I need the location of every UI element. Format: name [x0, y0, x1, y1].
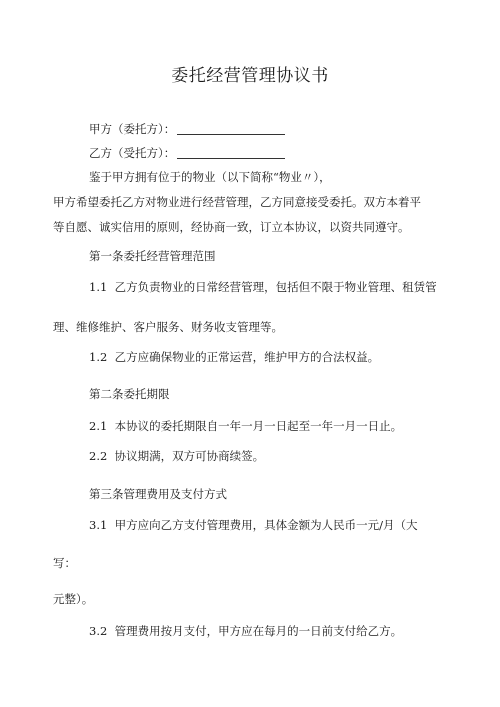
clause-number: 3.2	[89, 624, 108, 638]
clause-number: 2.1	[89, 419, 108, 433]
party-a-blank	[177, 122, 285, 135]
party-b-blank	[177, 146, 285, 159]
party-a-label: 甲方（委托方）：	[89, 122, 176, 136]
clause-number: 2.2	[89, 449, 108, 463]
clause-3-1-continued: 写：	[53, 556, 76, 570]
intro-line-3: 等自愿、诚实信用的原则，经协商一致，订立本协议，以资共同遵守。	[53, 220, 410, 234]
clause-number: 1.1	[89, 280, 108, 294]
clause-1-1-continued: 理、维修维护、客户服务、财务收支管理等。	[53, 320, 283, 334]
intro-line-2: 甲方希望委托乙方对物业进行经营管理，乙方同意接受委托。双方本着平	[53, 195, 421, 209]
clause-2-1	[89, 419, 402, 433]
clause-number: 1.2	[89, 350, 108, 364]
clause-text: 协议期满，双方可协商续签。	[114, 449, 265, 463]
clause-text: 管理费用按月支付，甲方应在每月的一日前支付给乙方。	[114, 624, 403, 638]
article-2-heading: 第二条委托期限	[89, 387, 170, 401]
clause-text: 乙方负责物业的日常经营管理，包括但不限于物业管理、租赁管	[114, 280, 437, 294]
party-b-line	[89, 146, 285, 160]
article-3-heading: 第三条管理费用及支付方式	[89, 487, 227, 501]
party-a-line	[89, 122, 285, 136]
clause-3-2	[89, 624, 402, 638]
clause-3-1	[89, 518, 417, 532]
clause-text: 乙方应确保物业的正常运营，维护甲方的合法权益。	[114, 350, 380, 364]
clause-3-1-end: 元整）。	[53, 592, 94, 606]
clause-text: 本协议的委托期限自一年一月一日起至一年一月一日止。	[114, 419, 403, 433]
article-1-heading: 第一条委托经营管理范围	[89, 249, 216, 263]
clause-1-2	[89, 350, 379, 364]
clause-text: 甲方应向乙方支付管理费用，具体金额为人民币一元/月（大	[114, 518, 418, 532]
clause-number: 3.1	[89, 518, 108, 532]
clause-2-2	[89, 449, 264, 463]
document-title: 委托经营管理协议书	[171, 66, 329, 86]
intro-line-1: 鉴于甲方拥有位于的物业（以下简称“物业〃），	[89, 170, 331, 184]
party-b-label: 乙方（受托方）：	[89, 146, 176, 160]
clause-1-1	[89, 280, 437, 294]
